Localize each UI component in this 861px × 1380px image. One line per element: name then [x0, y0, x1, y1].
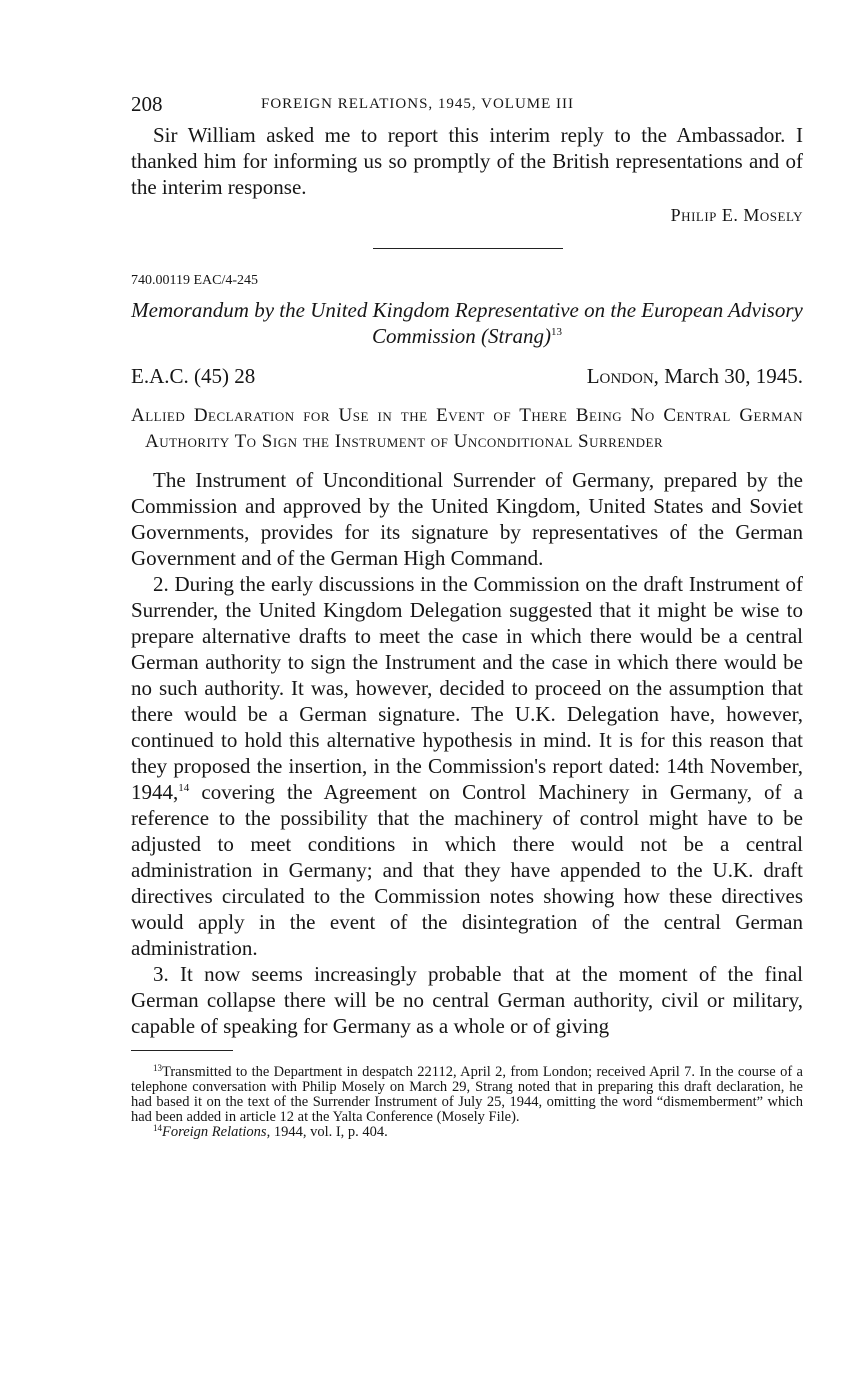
- page-number: 208: [131, 92, 163, 116]
- footnote-divider: [131, 1050, 233, 1051]
- footnotes: [131, 1065, 803, 1140]
- section-heading: Allied Declaration for Use in the Event of There Being No Central German Authority To Sign the Instrument of Unconditional Surrender: [131, 405, 803, 452]
- reference-line: [131, 363, 803, 389]
- running-header: [131, 92, 803, 122]
- footnote-mark: 14: [153, 1123, 162, 1133]
- section-divider: [373, 248, 563, 249]
- footnote-source-title: Foreign Relations: [162, 1124, 267, 1140]
- memorandum-body: [131, 467, 803, 1039]
- document-date: March 30, 1945.: [664, 364, 803, 388]
- paragraph-3: 3. It now seems increasingly probable that at the moment of the final German collapse there will be no central German authority, civil or military, capable of speaking for Germany as a whole or of giving: [131, 962, 803, 1038]
- running-title: FOREIGN RELATIONS, 1945, VOLUME III: [261, 96, 575, 112]
- footnote-mark: 13: [153, 1063, 162, 1073]
- paragraph-1: The Instrument of Unconditional Surrender of Germany, prepared by the Commission and approved by the United Kingdom, United States and Soviet Governments, provides for its signature by representatives of the German Government and of the German High Command.: [131, 468, 803, 570]
- file-number: 740.00119 EAC/4-245: [131, 273, 259, 288]
- document-title: [131, 297, 803, 349]
- footnote-13: [131, 1065, 803, 1125]
- footnote-14: [131, 1125, 803, 1140]
- footnote-ref-13: 13: [551, 326, 563, 338]
- place-and-date: [587, 363, 803, 389]
- signature: Philip E. Mosely: [670, 205, 803, 225]
- document-code: E.A.C. (45) 28: [131, 364, 256, 388]
- paragraph-2-part-2: covering the Agreement on Control Machinery in Germany, of a reference to the possibility that the machinery of control might have to be adjusted to meet conditions in which there would not be a central administration in Germany; and that they have appended to the U.K. draft directives circulated to the Commission notes showing how these directives would apply in the event of the disintegration of the central German administration.: [131, 780, 803, 960]
- paragraph-2: [131, 571, 803, 961]
- intro-paragraph: Sir William asked me to report this interim reply to the Ambassador. I thanked him for informing us so promptly of the British representations and of the interim response.: [131, 123, 803, 199]
- paragraph-2-part-1: 2. During the early discussions in the Commission on the draft Instrument of Surrender, the United Kingdom Delegation suggested that it might be wise to prepare alternative drafts to meet the case in which there would be a central German authority to sign the Instrument and the case in which there would be no such authority. It was, however, decided to proceed on the assumption that there would be a German signature. The U.K. Delegation have, however, continued to hold this alternative hypothesis in mind. It is for this reason that they proposed the insertion, in the Commission's report dated: 14th November, 1944,: [131, 572, 803, 804]
- footnote-text: , 1944, vol. I, p. 404.: [266, 1124, 388, 1140]
- document-place: London,: [586, 364, 659, 388]
- document-title-text: Memorandum by the United Kingdom Representative on the European Advisory Commission (Strang): [131, 298, 803, 348]
- document-page: [131, 92, 803, 1140]
- footnote-text: Transmitted to the Department in despatch 22112, April 2, from London; received April 7. In the course of a telephone conversation with Philip Mosely on March 29, Strang noted that in preparing this draft declaration, he had based it on the text of the Surrender Instrument of July 25, 1944, omitting the word “dismemberment” which had been added in article 12 at the Yalta Conference (Mosely File).: [131, 1064, 803, 1125]
- footnote-ref-14: 14: [178, 782, 190, 794]
